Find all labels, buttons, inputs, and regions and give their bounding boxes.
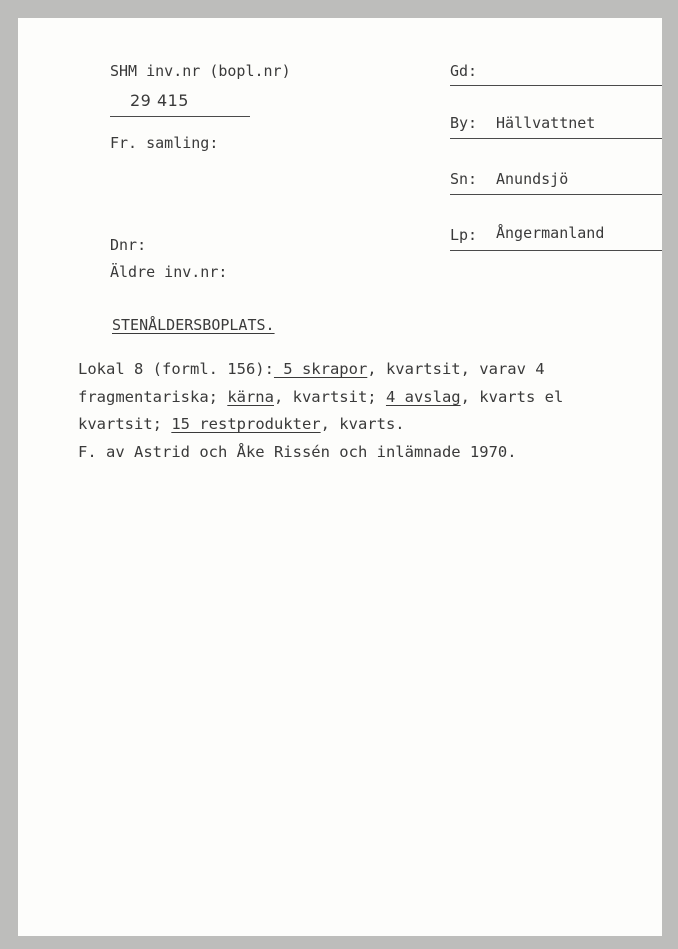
dnr-label: Dnr: <box>110 236 147 254</box>
by-label: By: <box>450 114 478 132</box>
aldre-inv-label: Äldre inv.nr: <box>110 263 228 281</box>
body-text: , kvarts. <box>320 415 405 433</box>
catalog-card <box>18 18 662 936</box>
sn-label: Sn: <box>450 170 478 188</box>
body-text-underlined: 15 restprodukter <box>171 415 321 433</box>
lp-value: Ångermanland <box>496 224 605 242</box>
lp-rule <box>450 250 662 251</box>
sn-value: Anundsjö <box>496 170 569 188</box>
inv-number-rule <box>110 116 250 117</box>
body-line-4: F. av Astrid och Åke Rissén och inlämnade 1970. <box>78 443 517 461</box>
body-line-2 <box>78 388 563 406</box>
body-text: fragmentariska; <box>78 388 228 406</box>
fr-samling-label: Fr. samling: <box>110 134 219 152</box>
body-text-underlined: 4 avslag <box>385 388 461 406</box>
sn-rule <box>450 194 662 195</box>
site-heading: STENÅLDERSBOPLATS. <box>112 316 275 334</box>
inventory-number: 29 415 <box>130 91 189 110</box>
by-rule <box>450 138 662 139</box>
body-text: Lokal 8 (forml. 156): <box>78 360 274 378</box>
body-line-1 <box>78 360 545 378</box>
body-text: , kvarts el <box>460 388 564 406</box>
body-text: , kvartsit, varav 4 <box>367 360 545 378</box>
body-text-underlined: 5 skrapor <box>273 360 368 378</box>
lp-label: Lp: <box>450 226 478 244</box>
by-value: Hällvattnet <box>496 114 596 132</box>
shm-inv-label: SHM inv.nr (bopl.nr) <box>110 62 291 80</box>
body-line-3 <box>78 415 405 433</box>
body-text: , kvartsit; <box>273 388 386 406</box>
body-text-underlined: kärna <box>227 388 274 406</box>
gd-label: Gd: <box>450 62 478 80</box>
gd-rule <box>450 85 662 86</box>
body-text: kvartsit; <box>78 415 172 433</box>
